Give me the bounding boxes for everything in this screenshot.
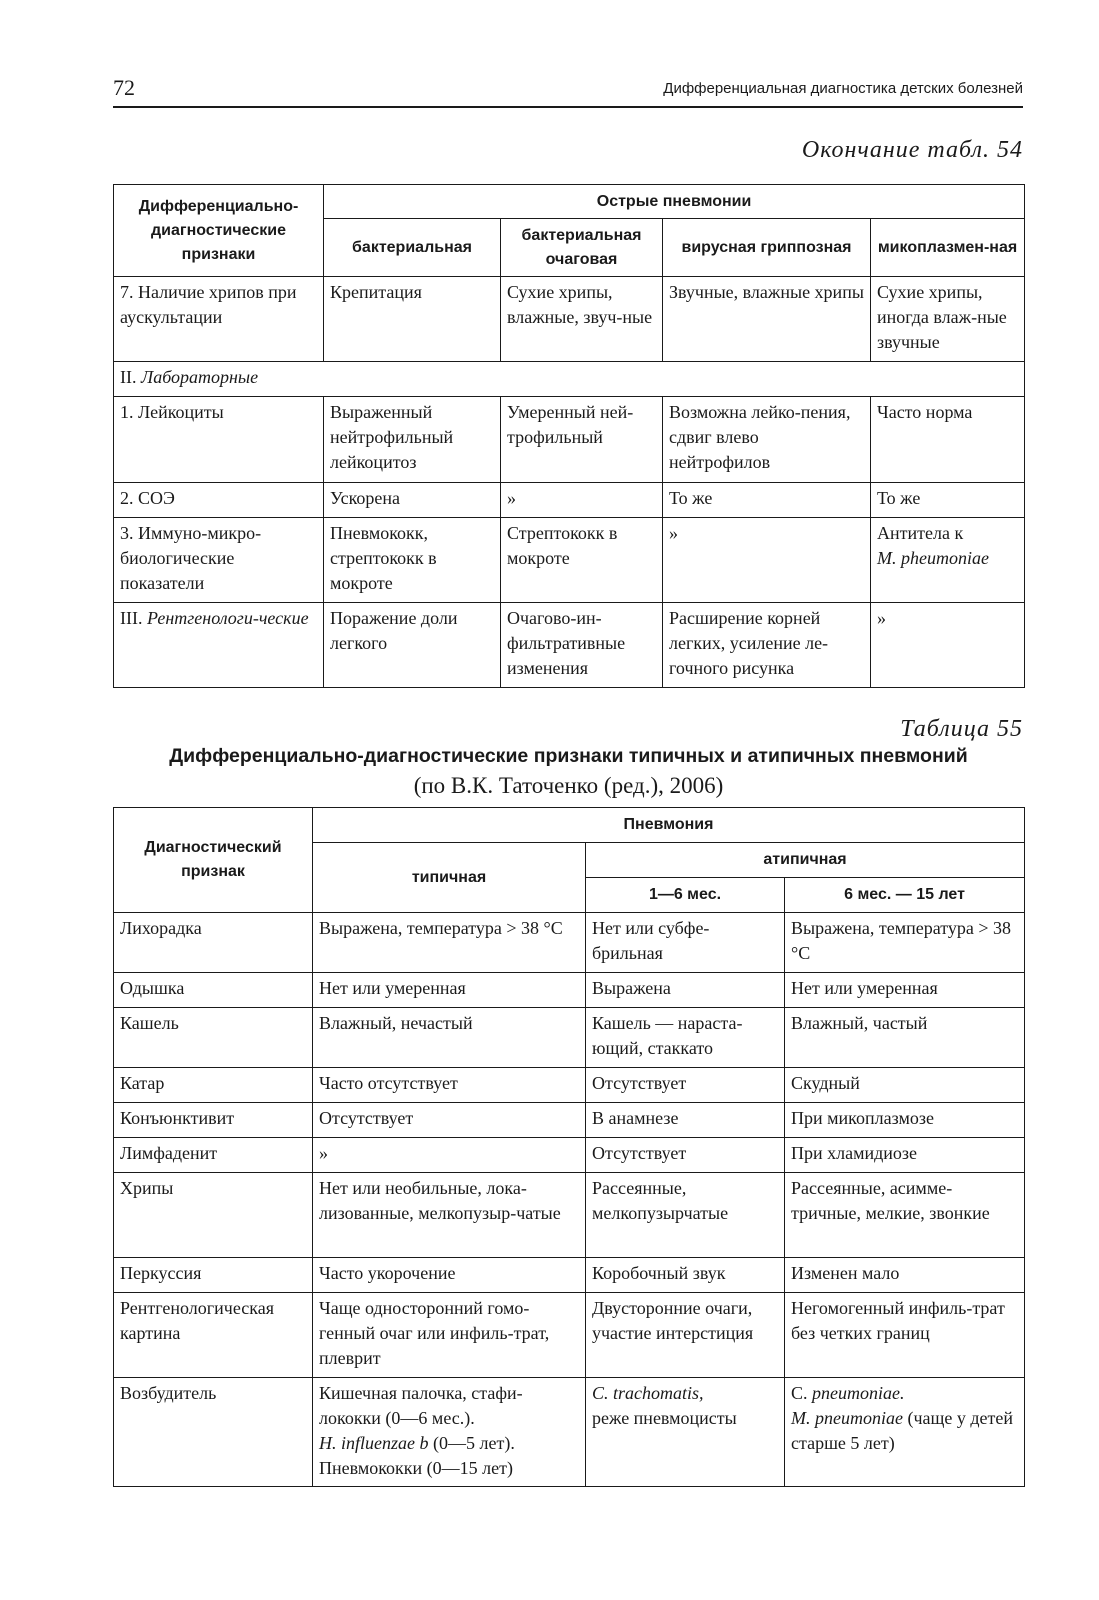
table55-subtitle: (по В.К. Таточенко (ред.), 2006) [413,773,724,798]
row-label: Лихорадка [114,913,313,973]
table-row [114,913,1025,973]
cell-text-italic: H. influenzae b [319,1433,429,1453]
table-row [114,1008,1025,1068]
row-label: Возбудитель [114,1378,313,1487]
table-row [114,1068,1025,1103]
table-cell [871,518,1025,603]
table-cell: Возможна лейко-пения, сдвиг влево нейтрофилов [663,397,871,483]
table-row [114,397,1025,483]
table-54 [113,184,1025,688]
row-label: Кашель [114,1008,313,1068]
table-row [114,277,1025,362]
table-cell: Часто укорочение [313,1258,586,1293]
table-row [114,518,1025,603]
column-header-atypical: атипичная [586,843,1025,878]
table-row [114,1258,1025,1293]
table-cell: » [663,518,871,603]
table-cell: Влажный, нечастый [313,1008,586,1068]
table-cell: В анамнезе [586,1103,785,1138]
table-row [114,973,1025,1008]
table-row [114,1378,1025,1487]
running-head [113,72,1023,108]
cell-text: Антитела к [877,523,964,543]
table-cell: Скудный [785,1068,1025,1103]
table-cell: Ускорена [324,483,501,518]
row-label: Лимфаденит [114,1138,313,1173]
table-cell: Поражение доли легкого [324,603,501,688]
table-cell: Чаще односторонний гомо-генный очаг или инфиль-трат, плеврит [313,1293,586,1378]
table-row [114,1173,1025,1258]
table-cell: При микоплазмозе [785,1103,1025,1138]
table-row [114,1138,1025,1173]
row-label: Конъюнктивит [114,1103,313,1138]
book-title: Дифференциальная диагностика детских болезней [663,80,1023,97]
table-cell: Отсутствует [586,1138,785,1173]
column-header: микоплазмен-ная [871,219,1025,277]
column-header: бактериальная [324,219,501,277]
table-cell: Выражена, температура > 38 °C [313,913,586,973]
table-cell: Нет или умеренная [785,973,1025,1008]
table-cell: Сухие хрипы, иногда влаж-ные звучные [871,277,1025,362]
cell-text: Кишечная палочка, стафи-лококки (0—6 мес.). [319,1383,523,1428]
section-number: III. [120,608,143,628]
row-label: Хрипы [114,1173,313,1258]
table-cell: » [501,483,663,518]
table-header-row [114,185,1025,219]
cell-text-italic: M. pheumoniae [877,548,989,568]
table-cell: Умеренный ней-трофильный [501,397,663,483]
column-header-typical: типичная [313,843,586,913]
row-label: 2. СОЭ [114,483,324,518]
column-header: вирусная гриппозная [663,219,871,277]
table-cell: Нет или субфе-брильная [586,913,785,973]
table-row [114,603,1025,688]
table-row [114,1293,1025,1378]
cell-text: C. [791,1383,813,1403]
row-label [114,603,324,688]
table54-continuation-label: Окончание табл. 54 [801,137,1023,163]
table-cell: Рассеянные, асимме-тричные, мелкие, звонкие [785,1173,1025,1258]
row-label: 3. Иммуно-микро-биологические показатели [114,518,324,603]
cell-text: Пневмококки (0—15 лет) [319,1458,513,1478]
table55-title: Дифференциально-диагностические признаки типичных и атипичных пневмоний [169,745,968,767]
column-group-header: Острые пневмонии [324,185,1025,219]
table-55 [113,807,1025,1487]
cell-text: реже пневмоцисты [592,1408,737,1428]
table-cell: То же [663,483,871,518]
table-cell: Очагово-ин-фильтративные изменения [501,603,663,688]
table-row [114,1103,1025,1138]
table-header-row [114,808,1025,843]
table-cell: Сухие хрипы, влажные, звуч-ные [501,277,663,362]
cell-text: (чаще у детей старше 5 лет) [791,1408,1014,1453]
row-label: Катар [114,1068,313,1103]
table-cell: Выражена [586,973,785,1008]
table-cell: Выраженный нейтрофильный лейкоцитоз [324,397,501,483]
table-cell: То же [871,483,1025,518]
row-label: 7. Наличие хрипов при аускультации [114,277,324,362]
cell-text-italic: pneumoniae. [812,1383,905,1403]
column-header-sign: Диагностический признак [114,808,313,913]
table-cell: Выражена, температура > 38 °C [785,913,1025,973]
table-cell: Часто отсутствует [313,1068,586,1103]
table-row [114,483,1025,518]
column-header-signs: Дифференциально-диагностические признаки [114,185,324,277]
column-header: бактериальная очаговая [501,219,663,277]
table-cell: Нет или умеренная [313,973,586,1008]
row-label: Одышка [114,973,313,1008]
table55-label: Таблица 55 [900,716,1023,742]
table-cell [586,1378,785,1487]
row-label: Рентгенологическая картина [114,1293,313,1378]
column-header-age-1: 1—6 мес. [586,878,785,913]
table-cell: Крепитация [324,277,501,362]
table-cell: Рассеянные, мелкопузырчатые [586,1173,785,1258]
table-cell: Расширение корней легких, усиление ле-гочного рисунка [663,603,871,688]
table-cell: Отсутствует [313,1103,586,1138]
table-cell: Пневмококк, стрептококк в мокроте [324,518,501,603]
table-cell: Стрептококк в мокроте [501,518,663,603]
cell-text-italic: M. pneumoniae [791,1408,903,1428]
table-cell: Отсутствует [586,1068,785,1103]
table-cell: Кашель — нараста-ющий, стаккато [586,1008,785,1068]
table-cell [785,1378,1025,1487]
table-cell: » [871,603,1025,688]
table-cell: Двусторонние очаги, участие интерстиция [586,1293,785,1378]
table-cell: Часто норма [871,397,1025,483]
table-cell: Влажный, частый [785,1008,1025,1068]
row-label: 1. Лейкоциты [114,397,324,483]
column-group-header: Пневмония [313,808,1025,843]
table-cell: Звучные, влажные хрипы [663,277,871,362]
section-row [114,362,1025,397]
section-number: II. [120,367,137,387]
section-name: Рентгенологи-ческие [146,608,309,628]
section-label [114,362,1025,397]
table-cell: Нет или необильные, лока-лизованные, мелкопузыр-чатые [313,1173,586,1258]
cell-text: (0—5 лет). [428,1433,515,1453]
section-name: Лабораторные [141,367,259,387]
table-cell: » [313,1138,586,1173]
table-cell: При хламидиозе [785,1138,1025,1173]
page-number: 72 [113,75,135,100]
table-cell: Негомогенный инфиль-трат без четких границ [785,1293,1025,1378]
row-label: Перкуссия [114,1258,313,1293]
table-cell: Коробочный звук [586,1258,785,1293]
column-header-age-2: 6 мес. — 15 лет [785,878,1025,913]
table-cell [313,1378,586,1487]
cell-text-italic: C. trachomatis, [592,1383,704,1403]
table-cell: Изменен мало [785,1258,1025,1293]
